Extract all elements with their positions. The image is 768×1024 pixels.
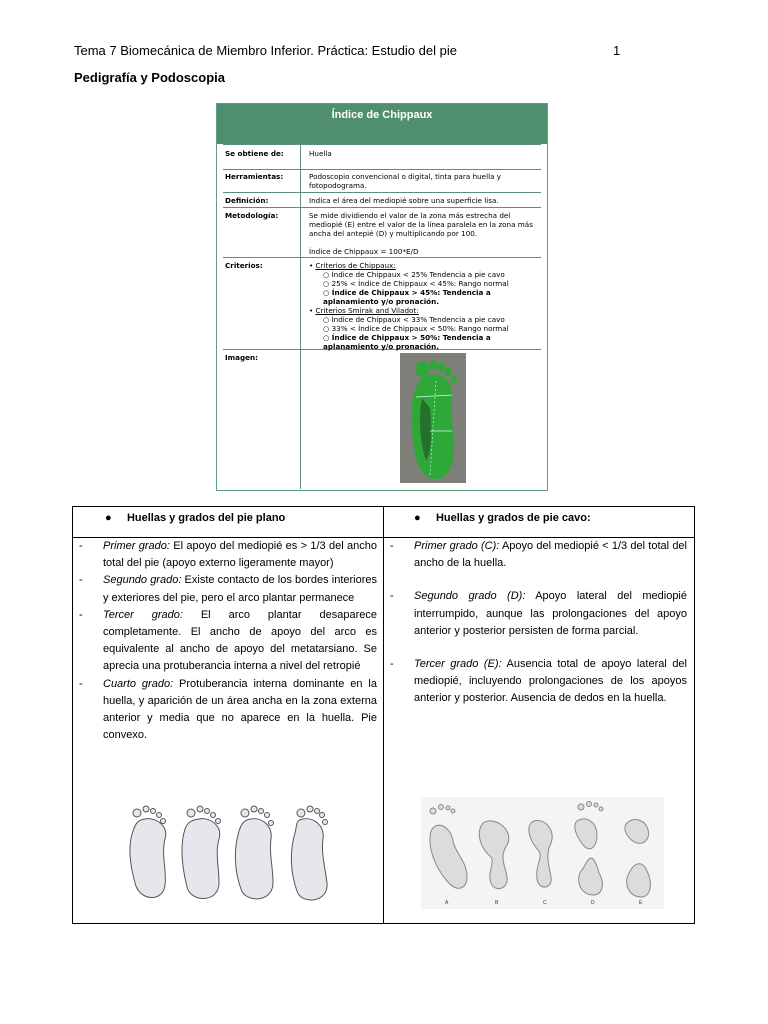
chippaux-figure bbox=[216, 103, 548, 491]
footprint-grades-table bbox=[72, 506, 695, 924]
chippaux-row-image bbox=[223, 349, 541, 489]
criteria-list: • Criterios de Chippaux: ○ Índice de Chippaux < 25% Tendencia a pie cavo ○ 25% < Índice de Chippaux < 45%: Rango normal ○ Índice de Chippaux > 45%: Tendencia a aplanamiento y/o pronación. • Criterios Smirak and Viladot: ○ Índice de Chippaux < 33% Tendencia a pie cavo ○ 33% < Índice de Chippaux < 50%: Rango normal ○ Índice de Chippaux > 50%: Tendencia a aplanamiento y/o pronación. bbox=[309, 261, 509, 351]
method-formula: Índice de Chippaux = 100*E/D bbox=[309, 247, 419, 256]
bullet: ● bbox=[105, 512, 112, 524]
cavus-label-d: D bbox=[591, 900, 595, 906]
method-text: Se mide dividiendo el valor de la zona más estrecha del mediopié (E) entre el valor de la línea paralela en la zona más ancha del antepié (D) y multiplicando por 100. bbox=[309, 211, 533, 238]
flat-foot-header bbox=[105, 512, 285, 524]
row-value bbox=[309, 211, 541, 256]
row-value: Indica el área del mediopié sobre una superficie lisa. bbox=[309, 196, 499, 205]
document-header: Tema 7 Biomecánica de Miembro Inferior. Práctica: Estudio del pie bbox=[74, 43, 457, 58]
list-item: - Primer grado: El apoyo del mediopié es > 1/3 del ancho total del pie (apoyo externo ligeramente mayor) bbox=[79, 540, 377, 570]
chippaux-row-method bbox=[223, 207, 541, 258]
criteria-item: Índice de Chippaux < 25% Tendencia a pie cavo bbox=[331, 270, 505, 279]
chippaux-row-criteria bbox=[223, 257, 541, 350]
criteria-item: 33% < Índice de Chippaux < 50%: Rango normal bbox=[331, 324, 509, 333]
cavus-foot-header bbox=[414, 512, 591, 524]
list-item: - Tercer grado (E): Ausencia total de apoyo lateral del mediopié, incluyendo prolongaciones de los apoyos anterior y posterior. Ausencia de dedos en la huella. bbox=[390, 658, 687, 705]
criteria-group-1: Criterios de Chippaux: bbox=[315, 261, 396, 270]
flat-foot-footprints-image bbox=[125, 803, 345, 907]
row-label: Herramientas: bbox=[225, 172, 284, 181]
cavus-label-b: B bbox=[495, 900, 499, 906]
cavus-label-e: E bbox=[639, 900, 643, 906]
bullet: ● bbox=[414, 512, 421, 524]
row-label: Metodología: bbox=[225, 211, 279, 220]
row-label: Imagen: bbox=[225, 353, 259, 362]
page-number: 1 bbox=[613, 43, 621, 58]
list-item: - Segundo grado (D): Apoyo lateral del mediopié interrumpido, aunque las prolongaciones del apoyo anterior y posterior persisten de forma parcial. bbox=[390, 590, 687, 637]
green-footprint-image bbox=[400, 353, 466, 483]
table-column-divider bbox=[383, 507, 384, 923]
list-item: - Primer grado (C): Apoyo del mediopié < 1/3 del total del ancho de la huella. bbox=[390, 540, 687, 570]
row-value: Podoscopio convencional o digital, tinta para huella y fotopodograma. bbox=[309, 172, 502, 190]
cavus-label-c: C bbox=[543, 900, 547, 906]
chippaux-row-tools bbox=[223, 168, 541, 193]
cavus-foot-header-text: Huellas y grados de pie cavo: bbox=[435, 512, 591, 524]
cavus-foot-footprints-image bbox=[421, 797, 664, 909]
criteria-item: Índice de Chippaux < 33% Tendencia a pie cavo bbox=[331, 315, 505, 324]
flat-foot-header-text: Huellas y grados del pie plano bbox=[126, 512, 286, 524]
row-value: Huella bbox=[309, 149, 332, 158]
chippaux-row-source bbox=[223, 144, 541, 170]
criteria-group-2: Criterios Smirak and Viladot: bbox=[315, 306, 419, 315]
list-item: - Cuarto grado: Protuberancia interna dominante en la huella, y aparición de un área ancha en la zona externa anterior y media que no aparece en la huella. Pie convexo. bbox=[79, 677, 377, 742]
chippaux-row-definition bbox=[223, 192, 541, 208]
flat-foot-list bbox=[79, 538, 377, 744]
cavus-label-a: A bbox=[445, 900, 449, 906]
cavus-foot-list bbox=[390, 538, 687, 708]
row-label: Criterios: bbox=[225, 261, 263, 270]
criteria-item: 25% < Índice de Chippaux < 45%: Rango normal bbox=[331, 279, 509, 288]
list-item: - Tercer grado: El arco plantar desaparece completamente. El ancho de apoyo del arco es equivalente al ancho de apoyo del metatarsiano. Se aprecia una protuberancia interna a nivel del retropié bbox=[79, 608, 377, 673]
criteria-item: Índice de Chippaux > 45%: Tendencia a aplanamiento y/o pronación. bbox=[323, 288, 491, 306]
row-label: Se obtiene de: bbox=[225, 149, 284, 158]
section-title: Pedigrafía y Podoscopia bbox=[74, 70, 225, 85]
chippaux-title: Índice de Chippaux bbox=[217, 104, 547, 144]
list-item: - Segundo grado: Existe contacto de los bordes interiores y exteriores del pie, pero el arco plantar permanece bbox=[79, 574, 377, 604]
criteria-item: Índice de Chippaux > 50%: Tendencia a aplanamiento y/o pronación. bbox=[323, 333, 491, 351]
row-label: Definición: bbox=[225, 196, 269, 205]
